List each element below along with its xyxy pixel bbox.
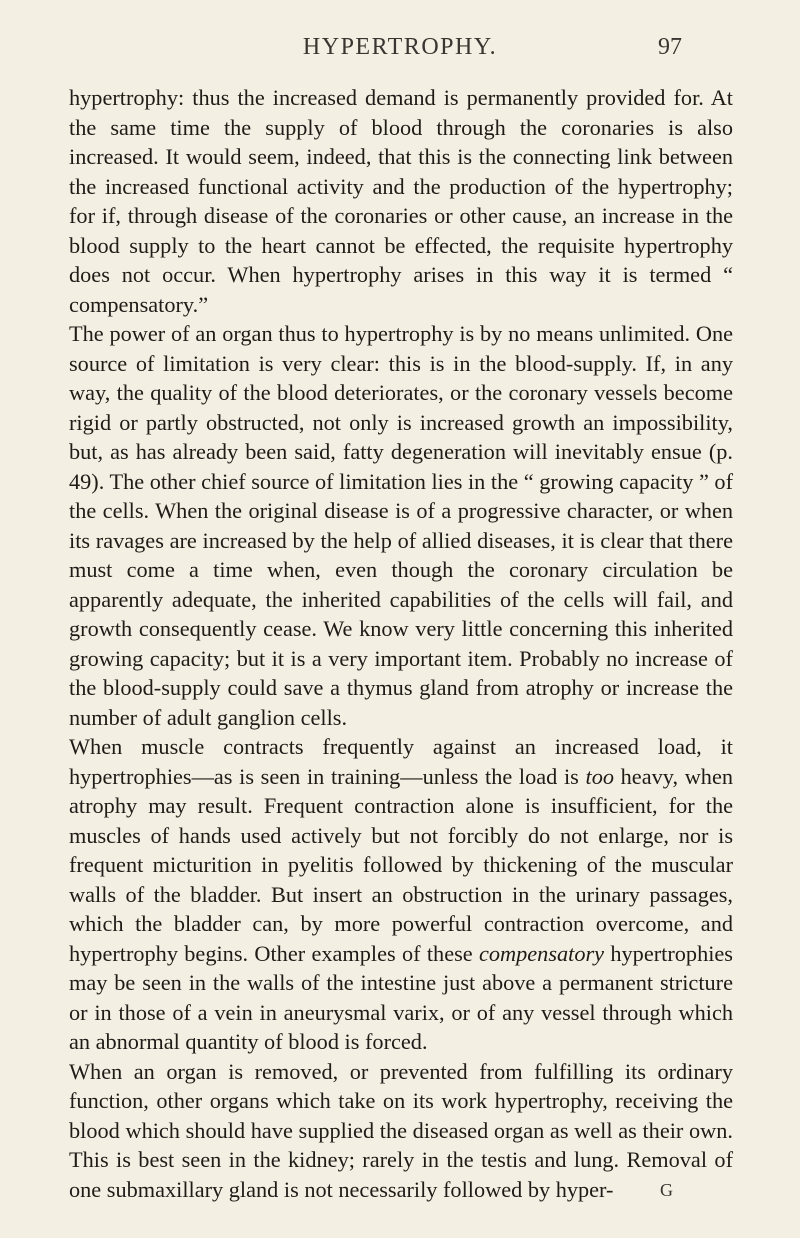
paragraph-3-text-after: heavy, when atrophy may result. Frequent contraction alone is insufficient, for the muscles of hands used actively but not forcibly do not enlarge, nor is frequent micturition in pyelitis followed by thickening of the muscular walls of the bladder. But insert an obstruction in the urinary passages, which the bladder can, by more powerful contraction overcome, and hypertrophy begins. Other examples of these: [69, 763, 733, 966]
paragraph-2-text: The power of an organ thus to hypertrophy is by no means unlimited. One source of limitation is very clear: this is in the blood-supply. If, in any way, the quality of the blood deteriorates, or the coronary vessels become rigid or partly obstructed, not only is increased growth an impossibility, but, as has already been said, fatty degeneration will inevitably ensue (p. 49). The other chief source of limitation lies in the “ growing capacity ” of the cells. When the original disease is of a progressive character, or when its ravages are increased by the help of allied diseases, it is clear that there must come a time when, even though the coronary circulation be apparently adequate, the inherited capabilities of the cells will fail, and growth consequently cease. We know very little concerning this inherited growing capacity; but it is a very important item. Probably no increase of the blood-supply could save a thymus gland from atrophy or increase the number of adult ganglion cells.: [69, 321, 733, 730]
paragraph-1: [69, 83, 733, 319]
paragraph-4: [69, 1057, 733, 1205]
paragraph-3: [69, 732, 733, 1057]
paragraph-3-continuation-emphasis: compensatory: [478, 940, 605, 966]
body-text: [69, 83, 733, 1204]
paragraph-2: [69, 319, 733, 732]
running-title: HYPERTROPHY.: [302, 34, 498, 60]
paragraph-3-emphasis: too: [585, 763, 614, 789]
signature-mark: G: [660, 1180, 673, 1200]
paragraph-1-text: hypertrophy: thus the increased demand is permanently provided for. At the same time the supply of blood through the coronaries is also increased. It would seem, indeed, that this is the connecting link between the increased functional activity and the production of the hypertrophy; for if, through disease of the coronaries or other cause, an increase in the blood supply to the heart cannot be effected, the requisite hypertrophy does not occur. When hypertrophy arises in this way it is termed “ compensatory.”: [69, 85, 733, 317]
paragraph-3-continuation-text: hypertrophies may be seen in the walls of the intestine just above a permanent stricture or in those of a vein in aneurysmal varix, or of any vessel through which an abnormal quantity of blood is forced.: [69, 940, 733, 1054]
paragraph-4-text: When an organ is removed, or prevented from fulfilling its ordinary function, other organs which take on its work hypertrophy, receiving the blood which should have supplied the diseased organ as well as their own. This is best seen in the kidney; rarely in the testis and lung. Removal of one submaxillary gland is not necessarily followed by hyper-: [69, 1058, 733, 1202]
page-number: 97: [658, 34, 682, 60]
running-head: [0, 34, 800, 68]
paragraph-3-text-before: When muscle contracts frequently against an increased load, it hypertrophies—as is seen in training—unless the load is: [69, 734, 733, 789]
